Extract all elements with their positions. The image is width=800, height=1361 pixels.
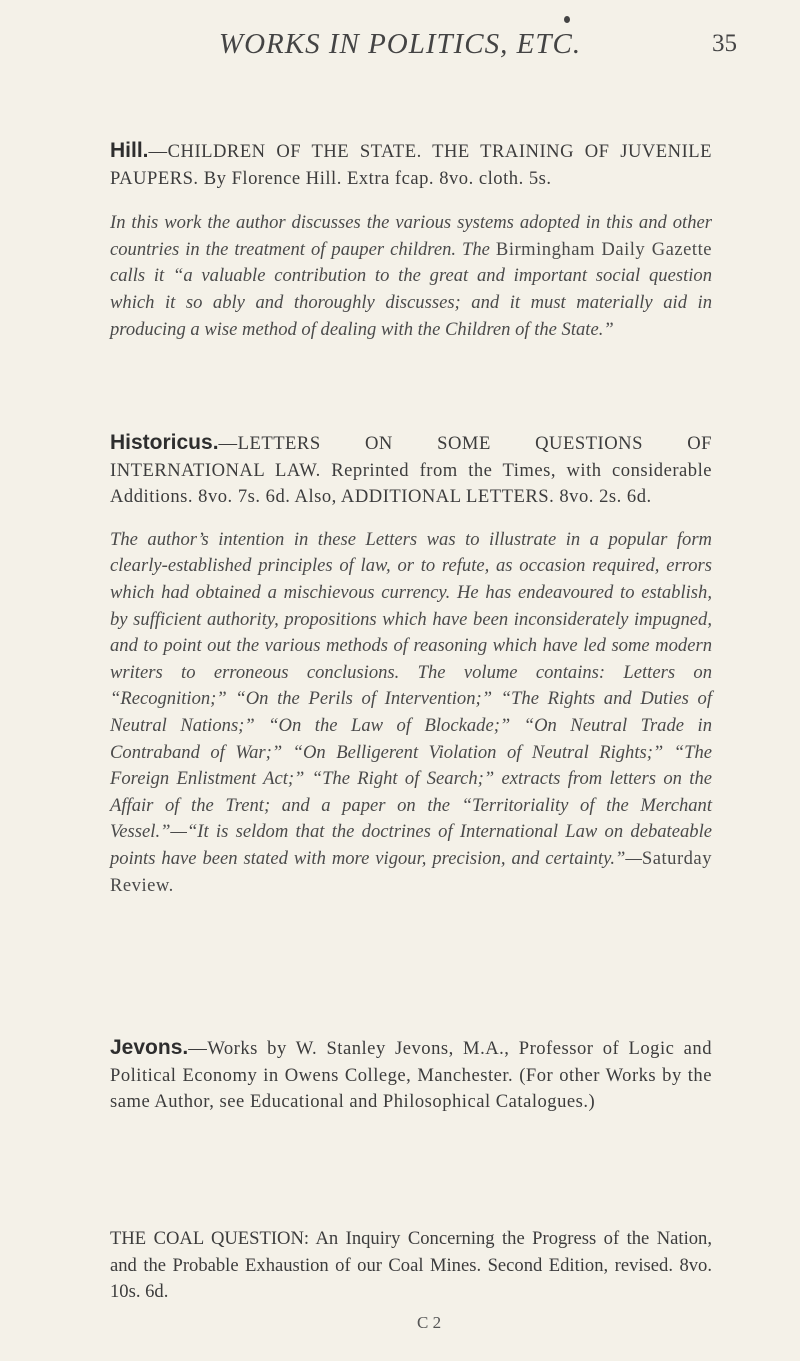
description-text: In this work the author discusses the various systems adopted in this and other countries in the treatment of pauper children. The bbox=[110, 212, 712, 260]
entry-author: Hill. bbox=[110, 139, 149, 162]
entry-author: Jevons. bbox=[110, 1036, 189, 1059]
entry-author: Historicus. bbox=[110, 431, 219, 454]
entry-citation-text: —LETTERS ON SOME QUESTIONS OF INTERNATIONAL LAW. Reprinted from the Times, with considerable Additions. 8vo. 7s. 6d. Also, ADDITIONAL LETTERS. 8vo. 2s. 6d. bbox=[110, 433, 712, 508]
entry-description bbox=[110, 210, 712, 343]
description-tail: calls it “a valuable contribution to the great and important social question which it so ably and thoroughly discusses; and it must materially aid in producing a wise method of dealing with the Children of the State.” bbox=[110, 265, 712, 340]
entry-jevons bbox=[110, 1035, 712, 1116]
entry-historicus bbox=[110, 430, 712, 899]
ink-dot bbox=[564, 16, 570, 23]
subentry-coal-question bbox=[110, 1226, 712, 1306]
description-source: Birmingham Daily Gazette bbox=[495, 238, 712, 260]
page-number: 35 bbox=[712, 30, 737, 57]
description-source: Saturday Review. bbox=[110, 847, 712, 896]
entry-citation bbox=[110, 1035, 712, 1116]
entry-citation bbox=[110, 430, 712, 511]
entry-description bbox=[110, 527, 712, 899]
entry-citation bbox=[110, 138, 712, 192]
signature-mark: C 2 bbox=[417, 1313, 442, 1332]
running-head: WORKS IN POLITICS, ETC. bbox=[218, 28, 582, 60]
subentry-text: THE COAL QUESTION: An Inquiry Concerning the Progress of the Nation, and the Probable Exhaustion of our Coal Mines. Second Edition, revised. 8vo. 10s. 6d. bbox=[110, 1228, 712, 1303]
entry-hill bbox=[110, 138, 712, 343]
description-text: The author’s intention in these Letters was to illustrate in a popular form clearly-established principles of law, or to refute, as occasion required, errors which had obtained a mischievous currency. He has endeavoured to establish, by sufficient authority, propositions which have been inconsiderately impugned, and to point out the various methods of reasoning which have led some modern writers to erroneous conclusions. The volume contains: Letters on “Recognition;” “On the Perils of Intervention;” “The Rights and Duties of Neutral Nations;” “On the Law of Blockade;” “On Neutral Trade in Contraband of War;” “On Belligerent Violation of Neutral Rights;” “The Foreign Enlistment Act;” “The Right of Search;” extracts from letters on the Affair of the Trent; and a paper on the “Territoriality of the Merchant Vessel.”—“It is seldom that the doctrines of International Law on debateable points have been stated with more vigour, precision, and certainty.”— bbox=[110, 528, 712, 869]
entry-citation-text: —Works by W. Stanley Jevons, M.A., Professor of Logic and Political Economy in Owens College, Manchester. (For other Works by the same Author, see Educational and Philosophical Catalogues.) bbox=[110, 1038, 712, 1113]
entry-citation-text: —CHILDREN OF THE STATE. THE TRAINING OF JUVENILE PAUPERS. By Florence Hill. Extra fcap. 8vo. cloth. 5s. bbox=[110, 141, 712, 189]
